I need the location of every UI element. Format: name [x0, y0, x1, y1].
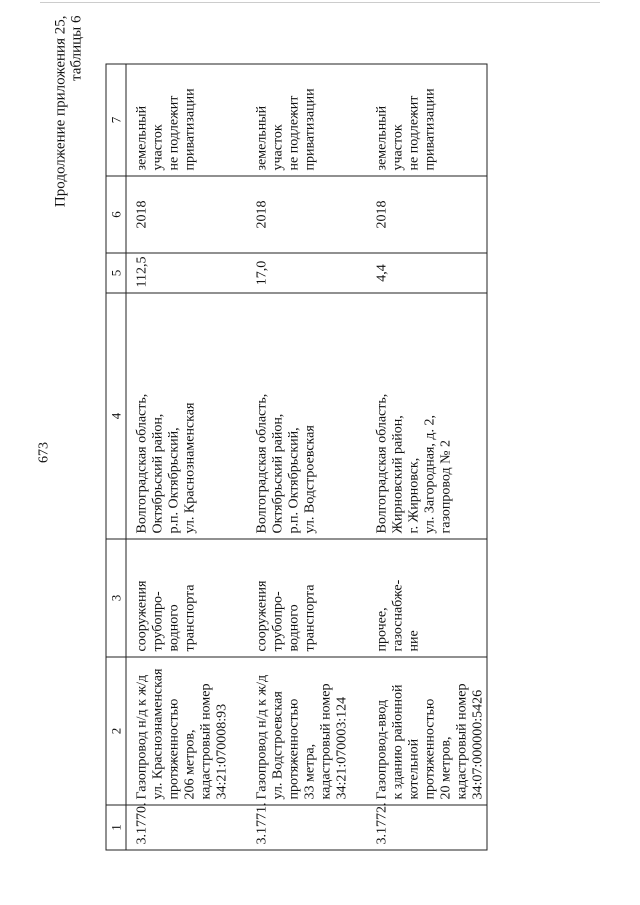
caption-line-2: таблицы 6 [68, 15, 84, 81]
table-row [126, 64, 247, 850]
header-row [106, 64, 126, 850]
object-note: земельный участок не подлежит приватизации [246, 64, 366, 176]
object-type: прочее, газоснабже- ние [366, 539, 487, 657]
row-number: 3.1770. [126, 805, 247, 850]
header-col-3: 3 [106, 539, 126, 657]
object-note: земельный участок не подлежит приватизации [366, 64, 487, 176]
header-col-4: 4 [106, 293, 126, 539]
object-note: земельный участок не подлежит приватизации [126, 64, 247, 176]
object-area: 17,0 [246, 253, 366, 293]
table-row [246, 64, 366, 850]
header-col-2: 2 [106, 657, 126, 805]
data-table [105, 63, 487, 850]
caption-line-1: Продолжение приложения 25, [52, 15, 68, 207]
page-number: 673 [36, 441, 51, 463]
object-year: 2018 [126, 176, 247, 253]
object-address: Волгоградская область, Октябрьский район, р.п. Октябрьский, ул. Водстроевская [246, 293, 366, 539]
object-year: 2018 [366, 176, 487, 253]
header-col-5: 5 [106, 253, 126, 293]
row-number: 3.1771. [246, 805, 366, 850]
object-name: Газопровод н/д к ж/д ул. Водстроевская протяженностью 33 метра, кадастровый номер 34:21:070003:124 [246, 657, 366, 805]
row-number: 3.1772. [366, 805, 487, 850]
object-name: Газопровод н/д к ж/д ул. Краснознаменская протяженностью 206 метров, кадастровый номер 34:21:070008:93 [126, 657, 247, 805]
object-year: 2018 [246, 176, 366, 253]
object-name: Газопровод-ввод к зданию районной котельной протяженностью 20 метров, кадастровый номер 34:07:000000:5426 [366, 657, 487, 805]
object-area: 112,5 [126, 253, 247, 293]
object-address: Волгоградская область, Жирновский район, г. Жирновск, ул. Загородная, д. 2, газопровод № 2 [366, 293, 487, 539]
object-address: Волгоградская область, Октябрьский район, р.п. Октябрьский, ул. Краснознаменская [126, 293, 247, 539]
header-col-6: 6 [106, 176, 126, 253]
table-caption [52, 15, 84, 285]
header-col-1: 1 [106, 805, 126, 850]
header-col-7: 7 [106, 64, 126, 176]
object-type: сооружения трубопро- водного транспорта [126, 539, 247, 657]
object-type: сооружения трубопро- водного транспорта [246, 539, 366, 657]
object-area: 4,4 [366, 253, 487, 293]
table-row [366, 64, 487, 850]
